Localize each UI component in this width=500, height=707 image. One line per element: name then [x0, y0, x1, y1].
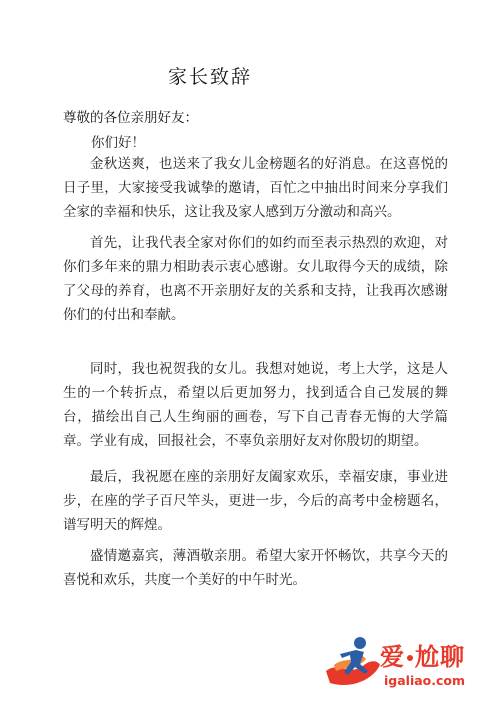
paragraph-2: 首先，让我代表全家对你们的如约而至表示热烈的欢迎，对你们多年来的鼎力相助表示衷心感谢。女儿取得今天的成绩，除了父母的养育，也离不开亲朋好友的关系和支持，让我再次感谢你们的付出和奉献。: [63, 235, 448, 323]
paragraph-1: 金秋送爽，也送来了我女儿金榜题名的好消息。在这喜悦的日子里，大家接受我诚挚的邀请，百忙之中抽出时间来分享我们全家的幸福和快乐，这让我及家人感到万分激动和高兴。: [63, 156, 448, 220]
site-watermark: [320, 631, 490, 699]
paragraph-4: 最后，我祝愿在座的亲朋好友阖家欢乐，幸福安康，事业进步，在座的学子百尺竿头，更进一步，今后的高考中金榜题名，谱写明天的辉煌。: [63, 469, 448, 533]
running-figure-logo-icon: [320, 631, 382, 693]
watermark-brand: 爱 尬聊: [380, 643, 465, 671]
watermark-url: igaliao.com: [384, 673, 466, 688]
salutation: 尊敬的各位亲朋好友：: [63, 110, 198, 126]
document-title: 家长致辞: [167, 66, 252, 88]
paragraph-3: 同时，我也祝贺我的女儿。我想对她说，考上大学，这是人生的一个转折点，希望以后更加努力，找到适合自己发展的舞台，描绘出自己人生绚丽的画卷，写下自己青春无悔的大学篇章。学业有成，回报社会，不辜负亲朋好友对你殷切的期望。: [63, 361, 448, 449]
greeting: 你们好！: [91, 135, 145, 151]
paragraph-5: 盛情邀嘉宾，薄酒敬亲朋。希望大家开怀畅饮，共享今天的喜悦和欢乐，共度一个美好的中午时光。: [63, 548, 448, 588]
watermark-dot: [407, 655, 413, 661]
